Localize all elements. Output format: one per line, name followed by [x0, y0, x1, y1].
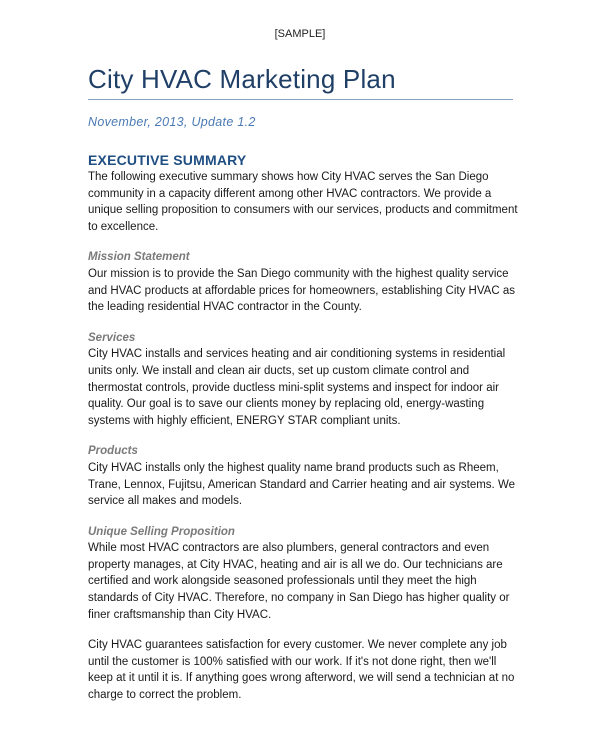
spacer — [88, 623, 518, 637]
document-body — [88, 151, 518, 704]
services-heading: Services — [88, 331, 136, 344]
mission-statement-text: Our mission is to provide the San Diego community with the highest quality service and HVAC products at affordable prices for homeowners, establishing City HVAC as the leading residential HVAC contractor in the County. — [88, 267, 515, 314]
guarantee-text: City HVAC guarantees satisfaction for every customer. We never complete any job until the customer is 100% satisfied with our work. If it's not done right, then we'll keep at it until it is. If anything goes wrong afterword, we will send a technician at no charge to correct the problem. — [88, 639, 515, 702]
usp-text: While most HVAC contractors are also plumbers, general contractors and even property manages, at City HVAC, heating and air is all we do. Our technicians are certified and work alongside seasoned professionals until they meet the high standards of City HVAC. Therefore, no company in San Diego has higher quality or finer craftsmanship than City HVAC. — [88, 542, 510, 621]
document-title: City HVAC Marketing Plan — [88, 64, 396, 94]
spacer — [88, 429, 518, 443]
document-date-subtitle: November, 2013, Update 1.2 — [88, 115, 256, 129]
sample-tag: [SAMPLE] — [274, 28, 326, 40]
spacer — [88, 316, 518, 330]
spacer — [88, 510, 518, 524]
services-text: City HVAC installs and services heating and air conditioning systems in residential units only. We install and clean air ducts, set up custom climate control and thermostat controls, provide ductless mini-split systems and inspect for indoor air quality. Our goal is to save our clients money by replacing old, energy-wasting systems with highly efficient, ENERGY STAR compliant units. — [88, 348, 506, 427]
mission-statement-heading: Mission Statement — [88, 251, 190, 264]
usp-heading: Unique Selling Proposition — [88, 525, 235, 538]
products-heading: Products — [88, 445, 138, 458]
products-text: City HVAC installs only the highest quality name brand products such as Rheem, Trane, Lennox, Fujitsu, American Standard and Carrier heating and air systems. We service all makes and models. — [88, 461, 515, 508]
executive-summary-text: The following executive summary shows how City HVAC serves the San Diego community in a capacity different among other HVAC contractors. We provide a unique selling proposition to consumers with our services, products and commitment to excellence. — [88, 171, 518, 233]
executive-summary-heading: EXECUTIVE SUMMARY — [88, 152, 247, 168]
spacer — [88, 235, 518, 249]
title-divider — [88, 99, 513, 100]
